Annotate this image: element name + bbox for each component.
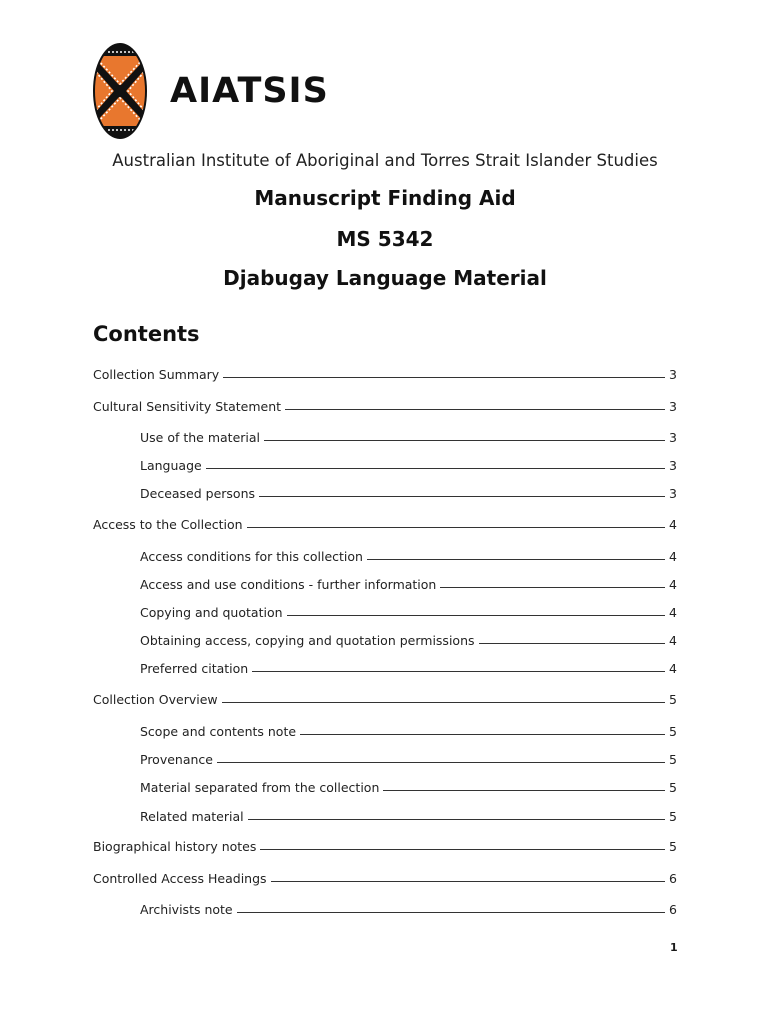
toc-entry[interactable] (93, 866, 677, 886)
toc-entry-page: 3 (669, 458, 677, 473)
toc-entry-label: Cultural Sensitivity Statement (93, 399, 282, 414)
toc-entry-label: Collection Overview (93, 692, 218, 707)
toc-leader (479, 643, 666, 644)
toc-leader (287, 615, 666, 616)
toc-subentry[interactable] (140, 453, 677, 473)
toc-entry-page: 5 (669, 692, 677, 707)
toc-entry-page: 4 (669, 633, 677, 648)
toc-subentry[interactable] (140, 747, 677, 767)
toc-entry-label: Access and use conditions - further information (140, 577, 437, 592)
toc-entry-label: Deceased persons (140, 486, 256, 501)
toc-entry-label: Scope and contents note (140, 724, 297, 739)
toc-subentry[interactable] (140, 897, 677, 917)
toc-subentry[interactable] (140, 628, 677, 648)
toc-entry-label: Use of the material (140, 430, 261, 445)
toc-entry-page: 4 (669, 517, 677, 532)
toc-entry-label: Material separated from the collection (140, 780, 380, 795)
toc-leader (264, 440, 665, 441)
toc-entry[interactable] (93, 687, 677, 707)
toc-leader (260, 849, 665, 850)
toc-leader (383, 790, 665, 791)
toc-entry-page: 4 (669, 577, 677, 592)
toc-entry-page: 4 (669, 549, 677, 564)
toc-entry-page: 5 (669, 724, 677, 739)
manuscript-number: MS 5342 (336, 227, 434, 251)
toc-entry-page: 3 (669, 430, 677, 445)
toc-entry-page: 6 (669, 902, 677, 917)
toc-entry-label: Obtaining access, copying and quotation permissions (140, 633, 475, 648)
toc-leader (217, 762, 665, 763)
toc-entry-label: Access conditions for this collection (140, 549, 363, 564)
toc-entry-label: Preferred citation (140, 661, 249, 676)
toc-leader (367, 559, 665, 560)
toc-entry-page: 3 (669, 367, 677, 382)
toc-subentry[interactable] (140, 544, 677, 564)
logo-wordmark: AIATSIS (170, 71, 329, 111)
toc-entry-label: Biographical history notes (93, 839, 257, 854)
toc-entry-label: Language (140, 458, 202, 473)
toc-leader (223, 377, 665, 378)
toc-entry-page: 6 (669, 871, 677, 886)
toc-subentry[interactable] (140, 775, 677, 795)
toc-leader (248, 819, 665, 820)
toc-subentry[interactable] (140, 804, 677, 824)
toc-entry-label: Related material (140, 809, 244, 824)
toc-leader (271, 881, 665, 882)
toc-entry-label: Provenance (140, 752, 213, 767)
toc-leader (222, 702, 665, 703)
toc-subentry[interactable] (140, 572, 677, 592)
toc-leader (259, 496, 665, 497)
toc-entry-label: Controlled Access Headings (93, 871, 267, 886)
toc-entry-label: Copying and quotation (140, 605, 283, 620)
toc-entry-page: 5 (669, 780, 677, 795)
aiatsis-logo (92, 42, 329, 140)
toc-subentry[interactable] (140, 719, 677, 739)
collection-title: Djabugay Language Material (223, 266, 547, 290)
toc-entry-page: 4 (669, 661, 677, 676)
toc-entry-page: 3 (669, 399, 677, 414)
toc-entry-page: 3 (669, 486, 677, 501)
toc-entry-page: 5 (669, 839, 677, 854)
toc-leader (247, 527, 665, 528)
toc-leader (237, 912, 665, 913)
shield-emblem-icon (92, 42, 148, 140)
toc-entry[interactable] (93, 512, 677, 532)
toc-leader (285, 409, 665, 410)
toc-entry[interactable] (93, 362, 677, 382)
toc-subentry[interactable] (140, 656, 677, 676)
toc-entry-page: 5 (669, 809, 677, 824)
toc-leader (440, 587, 665, 588)
toc-entry[interactable] (93, 394, 677, 414)
toc-entry-page: 4 (669, 605, 677, 620)
toc-subentry[interactable] (140, 600, 677, 620)
toc-leader (300, 734, 665, 735)
organisation-name: Australian Institute of Aboriginal and Torres Strait Islander Studies (112, 151, 658, 170)
toc-entry-label: Archivists note (140, 902, 233, 917)
toc-entry-label: Access to the Collection (93, 517, 243, 532)
toc-entry[interactable] (93, 834, 677, 854)
toc-subentry[interactable] (140, 425, 677, 445)
toc-entry-page: 5 (669, 752, 677, 767)
toc-leader (252, 671, 665, 672)
document-title: Manuscript Finding Aid (254, 186, 516, 210)
page-number: 1 (670, 941, 678, 954)
contents-heading: Contents (93, 322, 200, 346)
toc-subentry[interactable] (140, 481, 677, 501)
toc-entry-label: Collection Summary (93, 367, 220, 382)
toc-leader (206, 468, 665, 469)
